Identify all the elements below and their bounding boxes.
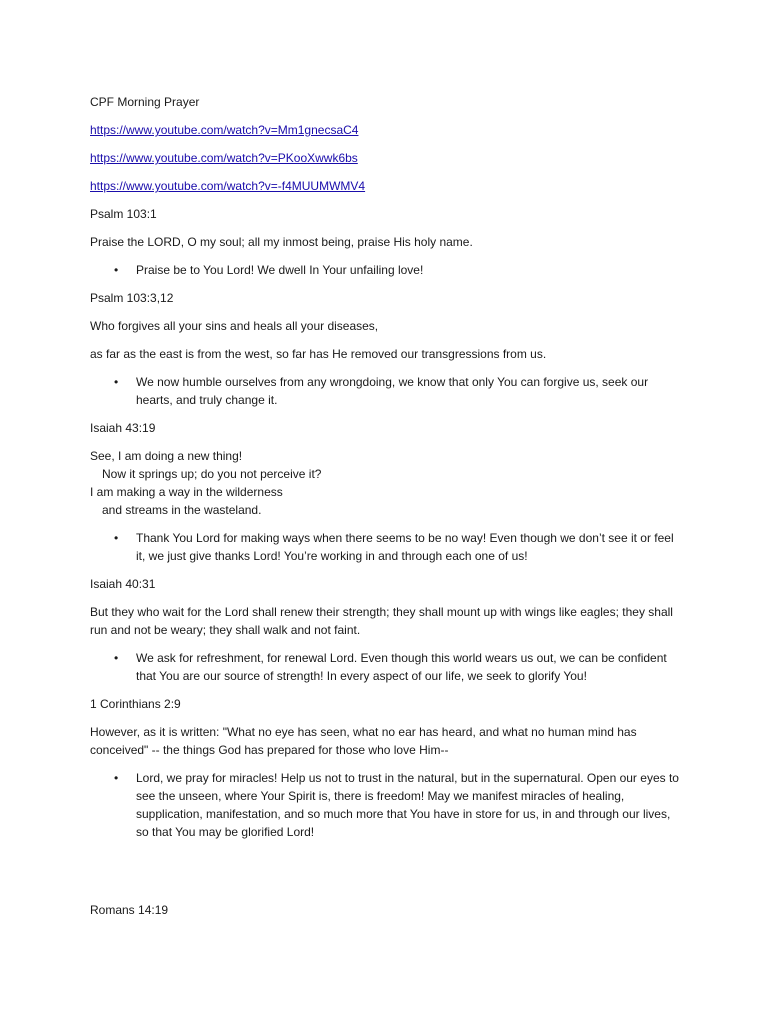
prayer-bullet	[90, 261, 686, 279]
prayer-list	[90, 769, 686, 841]
document-page	[90, 93, 686, 929]
scripture-reference: Psalm 103:3,12	[90, 291, 174, 305]
prayer-text: Lord, we pray for miracles! Help us not to trust in the natural, but in the supernatural. Open our eyes to see the unseen, where Your Spirit is, there is freedom! May we manifest miracles of healing, supplication, manifestation, and so much more that You have in store for us, in and through our lives, so that You may be glorified Lord!	[136, 771, 679, 839]
youtube-link-1[interactable]	[90, 121, 686, 139]
poem-line: I am making a way in the wilderness	[90, 485, 283, 499]
link-text-1[interactable]: https://www.youtube.com/watch?v=Mm1gnecsaC4	[90, 123, 359, 137]
bullet-icon: •	[114, 771, 119, 785]
youtube-link-2[interactable]	[90, 149, 686, 167]
youtube-link-3[interactable]	[90, 177, 686, 195]
prayer-text: We ask for refreshment, for renewal Lord. Even though this world wears us out, we can be confident that You are our source of strength! In every aspect of our life, we seek to glorify You!	[136, 651, 667, 683]
prayer-bullet	[90, 649, 686, 685]
poem-line: and streams in the wasteland.	[102, 503, 262, 517]
prayer-text: Praise be to You Lord! We dwell In Your unfailing love!	[136, 263, 424, 277]
bullet-icon: •	[114, 531, 119, 545]
link-text-2[interactable]: https://www.youtube.com/watch?v=PKooXwwk6bs	[90, 151, 358, 165]
scripture-reference: Psalm 103:1	[90, 207, 157, 221]
bullet-icon: •	[114, 375, 119, 389]
prayer-text: We now humble ourselves from any wrongdoing, we know that only You can forgive us, seek our hearts, and truly change it.	[136, 375, 649, 407]
prayer-list	[90, 261, 686, 279]
prayer-list	[90, 649, 686, 685]
scripture-reference: Isaiah 40:31	[90, 577, 156, 591]
scripture-reference: 1 Corinthians 2:9	[90, 697, 181, 711]
prayer-bullet	[90, 529, 686, 565]
blank-space	[90, 851, 686, 901]
bullet-icon: •	[114, 651, 119, 665]
link-text-3[interactable]: https://www.youtube.com/watch?v=-f4MUUMWMV4	[90, 179, 366, 193]
prayer-list	[90, 373, 686, 409]
page-title: CPF Morning Prayer	[90, 95, 200, 109]
scripture-verse: as far as the east is from the west, so far has He removed our transgressions from us.	[90, 347, 547, 361]
prayer-list	[90, 529, 686, 565]
scripture-verse: But they who wait for the Lord shall renew their strength; they shall mount up with wings like eagles; they shall run and not be weary; they shall walk and not faint.	[90, 605, 673, 637]
prayer-text: Thank You Lord for making ways when there seems to be no way! Even though we don’t see it or feel it, we just give thanks Lord! You’re working in and through each one of us!	[136, 531, 674, 563]
scripture-reference: Isaiah 43:19	[90, 421, 156, 435]
scripture-reference: Romans 14:19	[90, 903, 169, 917]
scripture-verse: However, as it is written: "What no eye has seen, what no ear has heard, and what no human mind has conceived" -- the things God has prepared for those who love Him--	[90, 725, 637, 757]
scripture-verse: Praise the LORD, O my soul; all my inmost being, praise His holy name.	[90, 235, 473, 249]
prayer-bullet	[90, 373, 686, 409]
scripture-verse: Who forgives all your sins and heals all your diseases,	[90, 319, 379, 333]
prayer-bullet	[90, 769, 686, 841]
bullet-icon: •	[114, 263, 119, 277]
poem-line: Now it springs up; do you not perceive it?	[102, 467, 322, 481]
scripture-poem	[90, 447, 686, 519]
poem-line: See, I am doing a new thing!	[90, 449, 243, 463]
